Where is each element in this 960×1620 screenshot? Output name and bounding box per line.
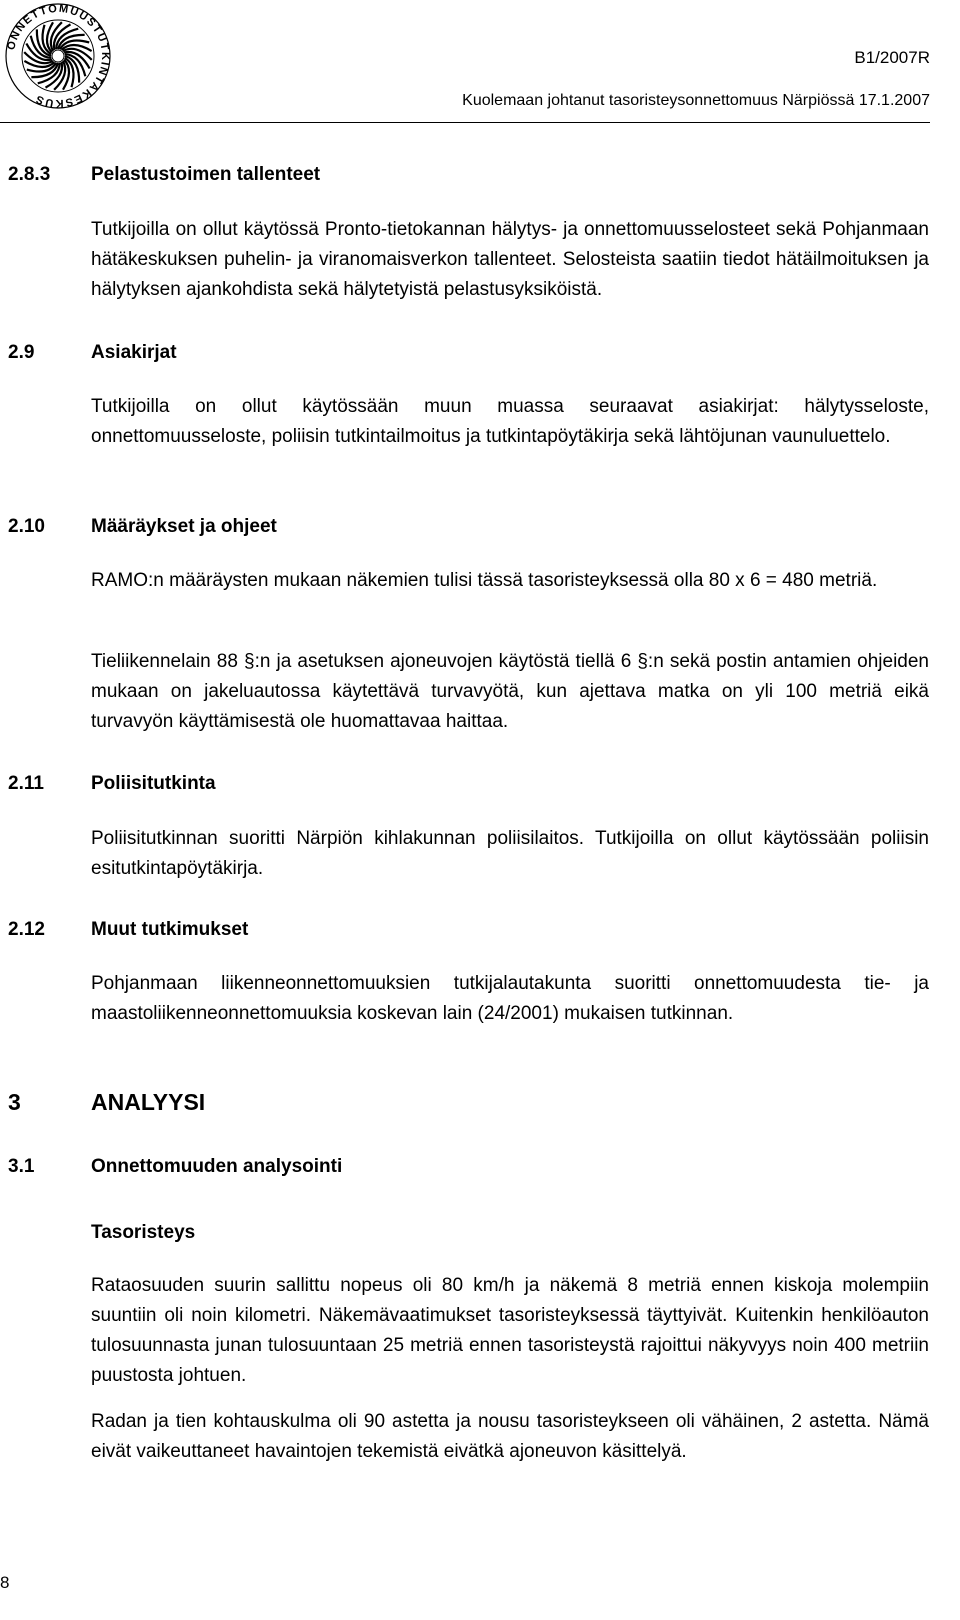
section-heading: Pelastustoimen tallenteet: [91, 164, 321, 185]
chapter-number: 3: [8, 1089, 21, 1115]
paragraph: Poliisitutkinnan suoritti Närpiön kihlakunnan poliisilaitos. Tutkijoilla on ollut käytössään poliisin esitutkintapöytäkirja.: [91, 828, 929, 879]
report-title: Kuolemaan johtanut tasoristeysonnettomuus Närpiössä 17.1.2007: [462, 92, 930, 109]
section-number: 2.8.3: [8, 164, 51, 185]
paragraph: Radan ja tien kohtauskulma oli 90 astetta ja nousu tasoristeykseen oli vähäinen, 2 astetta. Nämä eivät vaikeuttaneet havaintojen tekemistä eivätkä ajoneuvon käsittelyä.: [91, 1411, 929, 1462]
section-number: 2.9: [8, 342, 35, 363]
header-divider: [0, 122, 930, 123]
report-code: B1/2007R: [854, 48, 930, 67]
logo-ring-text: ONNETTOMUUSTUTKINTAKESKUS: [5, 2, 112, 110]
section-number: 2.10: [8, 516, 45, 537]
page-number: 8: [0, 1573, 10, 1592]
paragraph: Tutkijoilla on ollut käytössään muun muassa seuraavat asiakirjat: hälytysseloste, onnettomuusseloste, poliisin tutkintailmoitus ja tutkintapöytäkirja sekä lähtöjunan vaunuluettelo.: [91, 396, 929, 447]
section-heading: Määräykset ja ohjeet: [91, 516, 277, 537]
section-heading: Onnettomuuden analysointi: [91, 1156, 343, 1177]
section-number: 2.12: [8, 919, 45, 940]
section-heading: Poliisitutkinta: [91, 773, 216, 794]
section-number: 2.11: [8, 773, 44, 794]
section-heading: Asiakirjat: [91, 342, 177, 363]
section-number: 3.1: [8, 1156, 35, 1177]
paragraph: Rataosuuden suurin sallittu nopeus oli 80 km/h ja näkemä 8 metriä ennen kiskoja molempiin suuntiin oli noin kilometri. Näkemävaatimukset tasoristeyksessä täyttyivät. Kuitenkin henkilöauton tulosuunnasta junan tulosuuntaan 25 metriä ennen tasoristeystä rajoittui näkyvyys noin 400 metriin puustosta johtuen.: [91, 1275, 929, 1386]
paragraph: RAMO:n määräysten mukaan näkemien tulisi tässä tasoristeyksessä olla 80 x 6 = 480 metriä.: [91, 570, 878, 591]
paragraph: Pohjanmaan liikenneonnettomuuksien tutkijalautakunta suoritti onnettomuudesta tie- ja maastoliikenneonnettomuuksia koskevan lain (24/2001) mukaisen tutkinnan.: [91, 973, 929, 1024]
agency-logo: [2, 0, 114, 112]
chapter-heading: ANALYYSI: [91, 1089, 206, 1115]
subsection-heading: Tasoristeys: [91, 1222, 196, 1243]
paragraph: Tieliikennelain 88 §:n ja asetuksen ajoneuvojen käytöstä tiellä 6 §:n sekä postin antamien ohjeiden mukaan on jakeluautossa käytettävä turvavyötä, kun ajettava matka on yli 100 metriä eikä turvavyön käyttämisestä ole huomattavaa haittaa.: [91, 651, 929, 732]
section-heading: Muut tutkimukset: [91, 919, 249, 940]
paragraph: Tutkijoilla on ollut käytössä Pronto-tietokannan hälytys- ja onnettomuusselosteet sekä Pohjanmaan hätäkeskuksen puhelin- ja viranomaisverkon tallenteet. Selosteista saatiin tiedot hätäilmoituksen ja hälytyksen ajankohdista sekä hälytetyistä pelastusyksiköistä.: [91, 219, 929, 300]
